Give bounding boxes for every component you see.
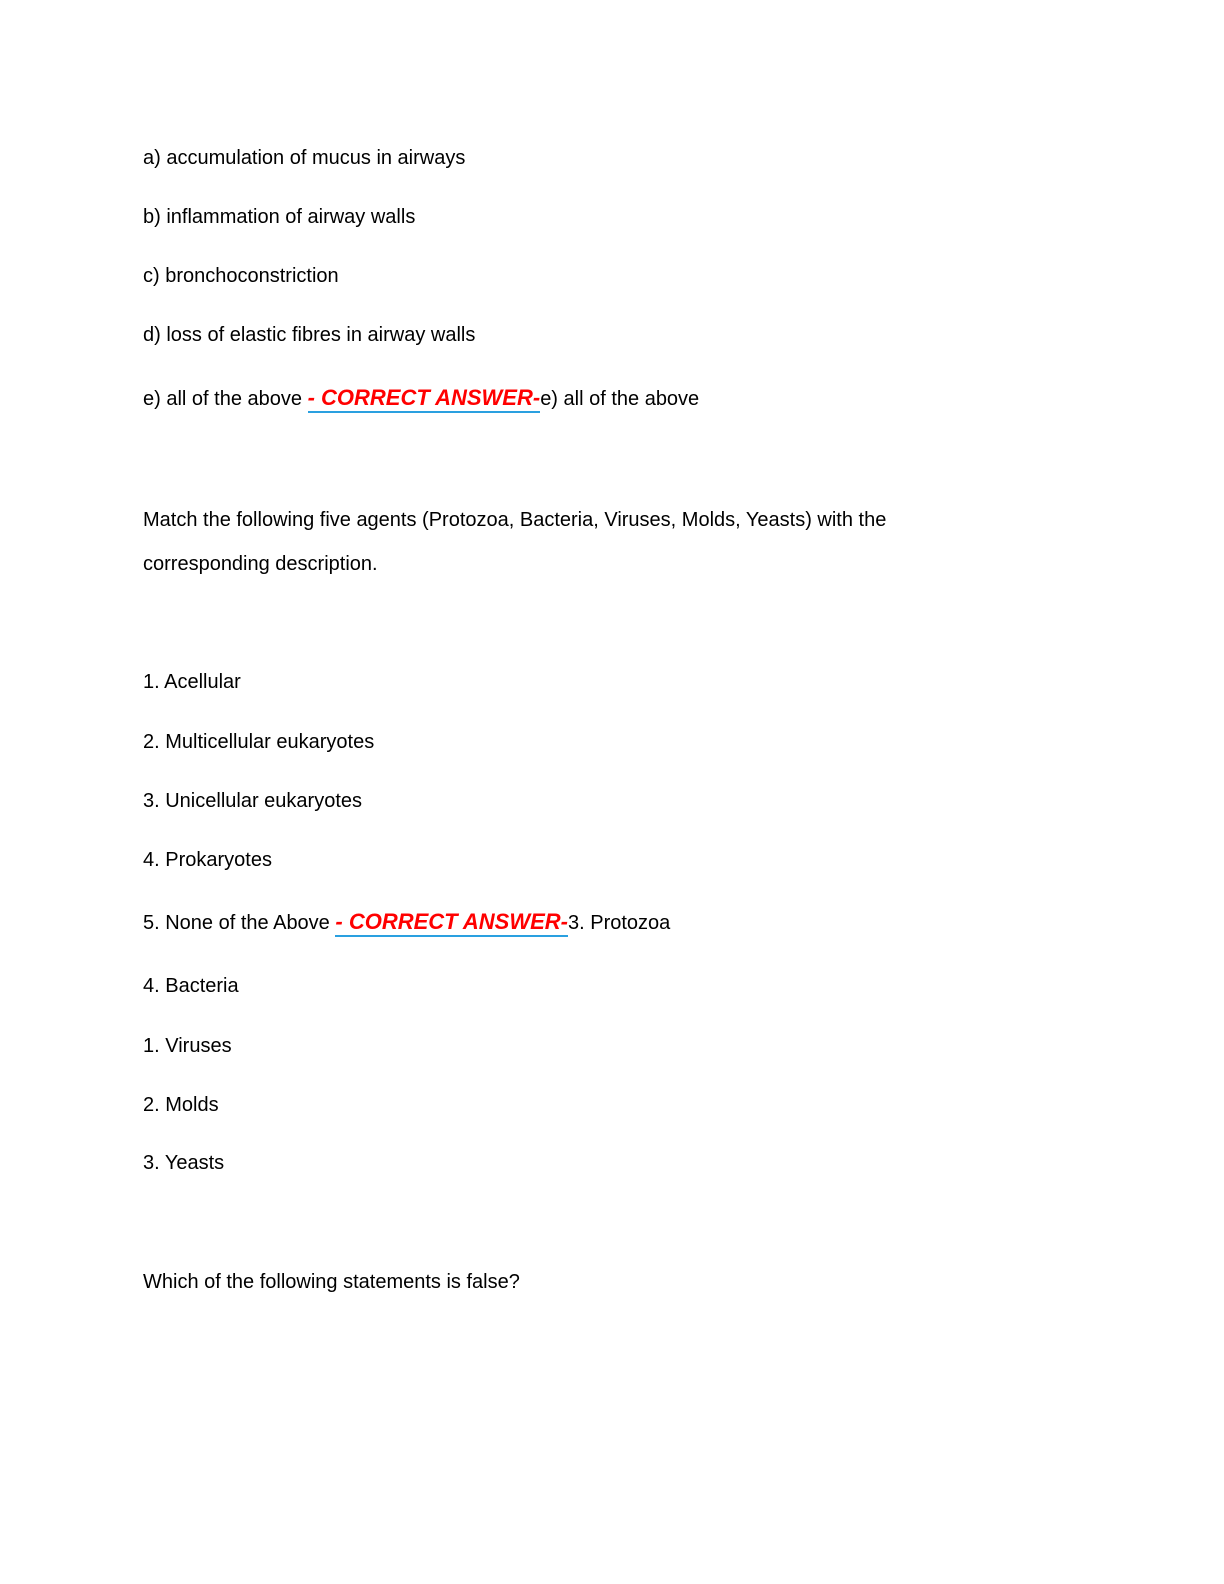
option-5: 5. None of the Above <box>143 912 336 934</box>
question-prompt: Which of the following statements is false? <box>143 1271 520 1293</box>
option-e: e) all of the above <box>143 388 308 410</box>
answer-text: 3. Protozoa <box>568 912 671 934</box>
question-prompt-line1: Match the following five agents (Protozoa, Bacteria, Viruses, Molds, Yeasts) with the <box>143 509 887 531</box>
option-5-with-answer <box>143 910 670 935</box>
question-prompt-line2: corresponding description. <box>143 553 378 575</box>
answer-line: 4. Bacteria <box>143 975 239 997</box>
answer-line: 2. Molds <box>143 1094 219 1116</box>
correct-answer-marker: - CORRECT ANSWER- <box>335 909 568 937</box>
correct-answer-marker: - CORRECT ANSWER- <box>308 385 541 413</box>
option-b: b) inflammation of airway walls <box>143 206 416 228</box>
option-2: 2. Multicellular eukaryotes <box>143 731 375 753</box>
answer-line: 1. Viruses <box>143 1035 232 1057</box>
option-3: 3. Unicellular eukaryotes <box>143 790 362 812</box>
option-c: c) bronchoconstriction <box>143 265 339 287</box>
option-a: a) accumulation of mucus in airways <box>143 147 466 169</box>
option-1: 1. Acellular <box>143 671 241 693</box>
answer-text: e) all of the above <box>540 388 700 410</box>
option-d: d) loss of elastic fibres in airway walls <box>143 324 476 346</box>
option-4: 4. Prokaryotes <box>143 849 272 871</box>
option-e-with-answer <box>143 386 699 411</box>
answer-line: 3. Yeasts <box>143 1152 225 1174</box>
